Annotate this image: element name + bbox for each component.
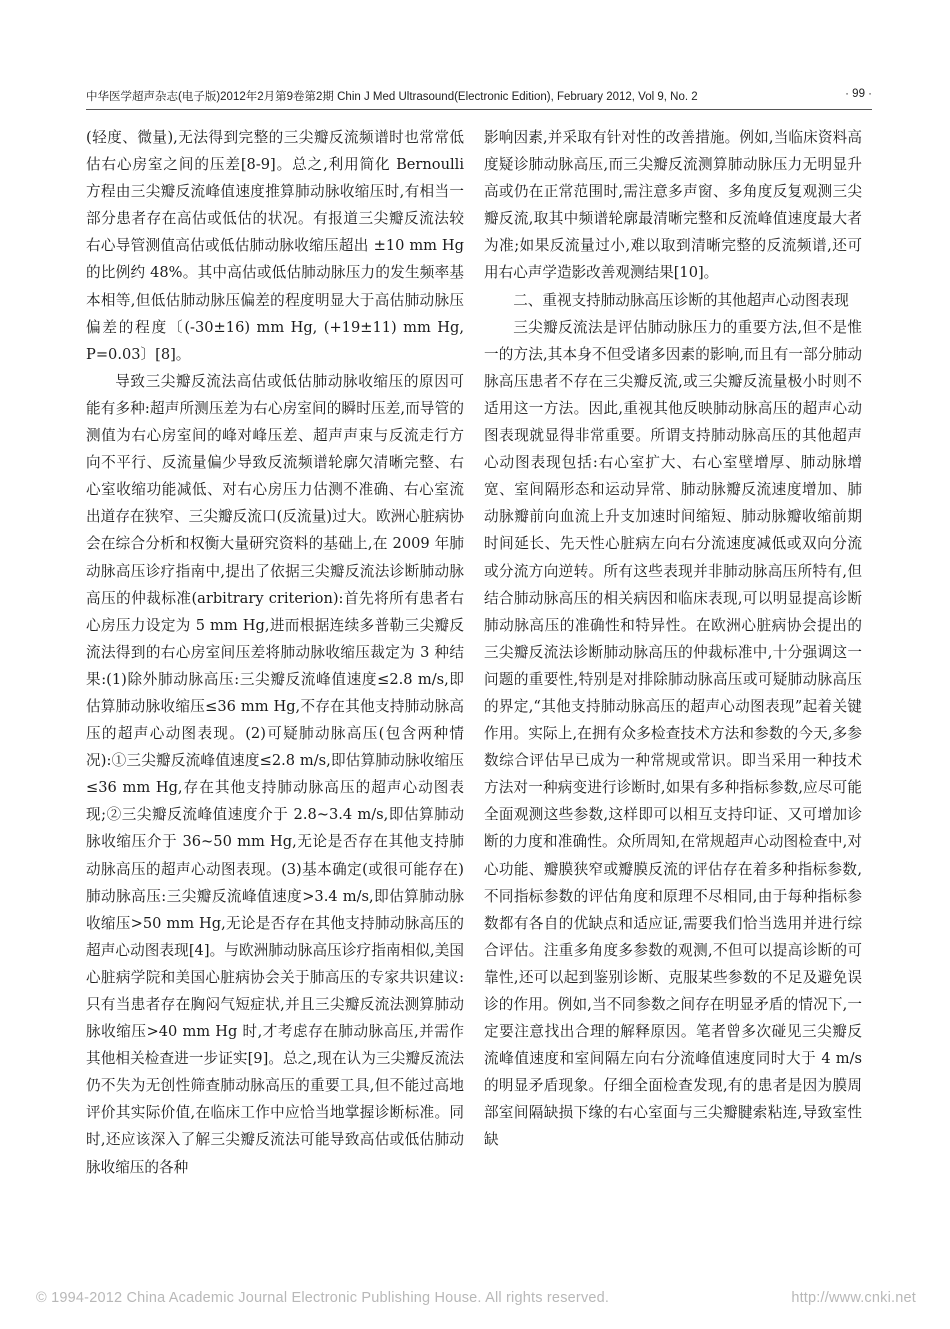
right-column	[484, 124, 862, 1258]
left-paragraph-2: 导致三尖瓣反流法高估或低估肺动脉收缩压的原因可能有多种:超声所测压差为右心房室间的瞬时压差,而导管的测值为右心房室间的峰对峰压差、超声声束与反流走行方向不平行、反流量偏少导致反流频谱轮廓欠清晰完整、右心室收缩功能减低、对右心房压力估测不准确、右心室流出道存在狭窄、三尖瓣反流口(反流量)过大。欧洲心脏病协会在综合分析和权衡大量研究资料的基础上,在 2009 年肺动脉高压诊疗指南中,提出了依据三尖瓣反流法诊断肺动脉高压的仲裁标准(arbitrary criterion):首先将所有患者右心房压力设定为 5 mm Hg,进而根据连续多普勒三尖瓣反流法得到的右心房室间压差将肺动脉收缩压裁定为 3 种结果:(1)除外肺动脉高压:三尖瓣反流峰值速度≤2.8 m/s,即估算肺动脉收缩压≤36 mm Hg,不存在其他支持肺动脉高压的超声心动图表现。(2)可疑肺动脉高压(包含两种情况):①三尖瓣反流峰值速度≤2.8 m/s,即估算肺动脉收缩压≤36 mm Hg,存在其他支持肺动脉高压的超声心动图表现;②三尖瓣反流峰值速度介于 2.8~3.4 m/s,即估算肺动脉收缩压介于 36~50 mm Hg,无论是否存在其他支持肺动脉高压的超声心动图表现。(3)基本确定(或很可能存在)肺动脉高压:三尖瓣反流峰值速度>3.4 m/s,即估算肺动脉收缩压>50 mm Hg,无论是否存在其他支持肺动脉高压的超声心动图表现[4]。与欧洲肺动脉高压诊疗指南相似,美国心脏病学院和美国心脏病协会关于肺高压的专家共识建议:只有当患者存在胸闷气短症状,并且三尖瓣反流法测算肺动脉收缩压>40 mm Hg 时,才考虑存在肺动脉高压,并需作其他相关检查进一步证实[9]。总之,现在认为三尖瓣反流法仍不失为无创性筛查肺动脉高压的重要工具,但不能过高地评价其实际价值,在临床工作中应恰当地掌握诊断标准。同时,还应该深入了解三尖瓣反流法可能导致高估或低估肺动脉收缩压的各种	[86, 372, 464, 1176]
left-column	[86, 124, 464, 1258]
journal-citation: 中华医学超声杂志(电子版)2012年2月第9卷第2期 Chin J Med Ultrasound(Electronic Edition), February 2012, Vol 9, No. 2	[86, 91, 698, 103]
header-rule	[86, 109, 872, 110]
copyright-text: © 1994-2012 China Academic Journal Electronic Publishing House. All rights reserved.	[36, 1290, 610, 1306]
cnki-link[interactable]: http://www.cnki.net	[791, 1290, 916, 1306]
section-heading: 二、重视支持肺动脉高压诊断的其他超声心动图表现	[513, 291, 849, 309]
copyright-footer	[36, 1290, 916, 1306]
left-paragraph-1: (轻度、微量),无法得到完整的三尖瓣反流频谱时也常常低估右心房室之间的压差[8-9]。总之,利用简化 Bernoulli 方程由三尖瓣反流峰值速度推算肺动脉收缩压时,有相当一部分患者存在高估或低估的状况。有报道三尖瓣反流法较右心导管测值高估或低估肺动脉收缩压超出 ±10 mm Hg 的比例约 48%。其中高估或低估肺动脉压力的发生频率基本相等,但低估肺动脉压偏差的程度明显大于高估肺动脉压偏差的程度〔(-30±16) mm Hg, (+19±11) mm Hg, P=0.03〕[8]。	[86, 129, 464, 363]
running-header	[86, 88, 872, 104]
right-paragraph-1: 影响因素,并采取有针对性的改善措施。例如,当临床资料高度疑诊肺动脉高压,而三尖瓣反流测算肺动脉压力无明显升高或仍在正常范围时,需注意多声窗、多角度反复观测三尖瓣反流,取其中频谱轮廓最清晰完整和反流峰值速度最大者为准;如果反流量过小,难以取到清晰完整的反流频谱,还可用右心声学造影改善观测结果[10]。	[484, 129, 862, 282]
page-number: · 99 ·	[845, 88, 872, 100]
right-paragraph-2: 三尖瓣反流法是评估肺动脉压力的重要方法,但不是惟一的方法,其本身不但受诸多因素的影响,而且有一部分肺动脉高压患者不存在三尖瓣反流,或三尖瓣反流量极小时则不适用这一方法。因此,重视其他反映肺动脉高压的超声心动图表现就显得非常重要。所谓支持肺动脉高压的其他超声心动图表现包括:右心室扩大、右心室壁增厚、肺动脉增宽、室间隔形态和运动异常、肺动脉瓣反流速度增加、肺动脉瓣前向血流上升支加速时间缩短、肺动脉瓣收缩前期时间延长、先天性心脏病左向右分流速度减低或双向分流或分流方向逆转。所有这些表现并非肺动脉高压所特有,但结合肺动脉高压的相关病因和临床表现,可以明显提高诊断肺动脉高压的准确性和特异性。在欧洲心脏病协会提出的三尖瓣反流法诊断肺动脉高压的仲裁标准中,十分强调这一问题的重要性,特别是对排除肺动脉高压或可疑肺动脉高压的界定,“其他支持肺动脉高压的超声心动图表现”起着关键作用。实际上,在拥有众多检查技术方法和参数的今天,多参数综合评估早已成为一种常规或常识。即当采用一种技术方法对一种病变进行诊断时,如果有多种指标参数,应尽可能全面观测这些参数,这样即可以相互支持印证、又可增加诊断的力度和准确性。众所周知,在常规超声心动图检查中,对心功能、瓣膜狭窄或瓣膜反流的评估存在着多种指标参数,不同指标参数的评估角度和原理不尽相同,由于每种指标参数都有各自的优缺点和适应证,需要我们恰当选用并进行综合评估。注重多角度多参数的观测,不但可以提高诊断的可靠性,还可以起到鉴别诊断、克服某些参数的不足及避免误诊的作用。例如,当不同参数之间存在明显矛盾的情况下,一定要注意找出合理的解释原因。笔者曾多次碰见三尖瓣反流峰值速度和室间隔左向右分流峰值速度同时大于 4 m/s 的明显矛盾现象。仔细全面检查发现,有的患者是因为膜周部室间隔缺损下缘的右心室面与三尖瓣腱索粘连,导致室性缺	[484, 318, 862, 1149]
